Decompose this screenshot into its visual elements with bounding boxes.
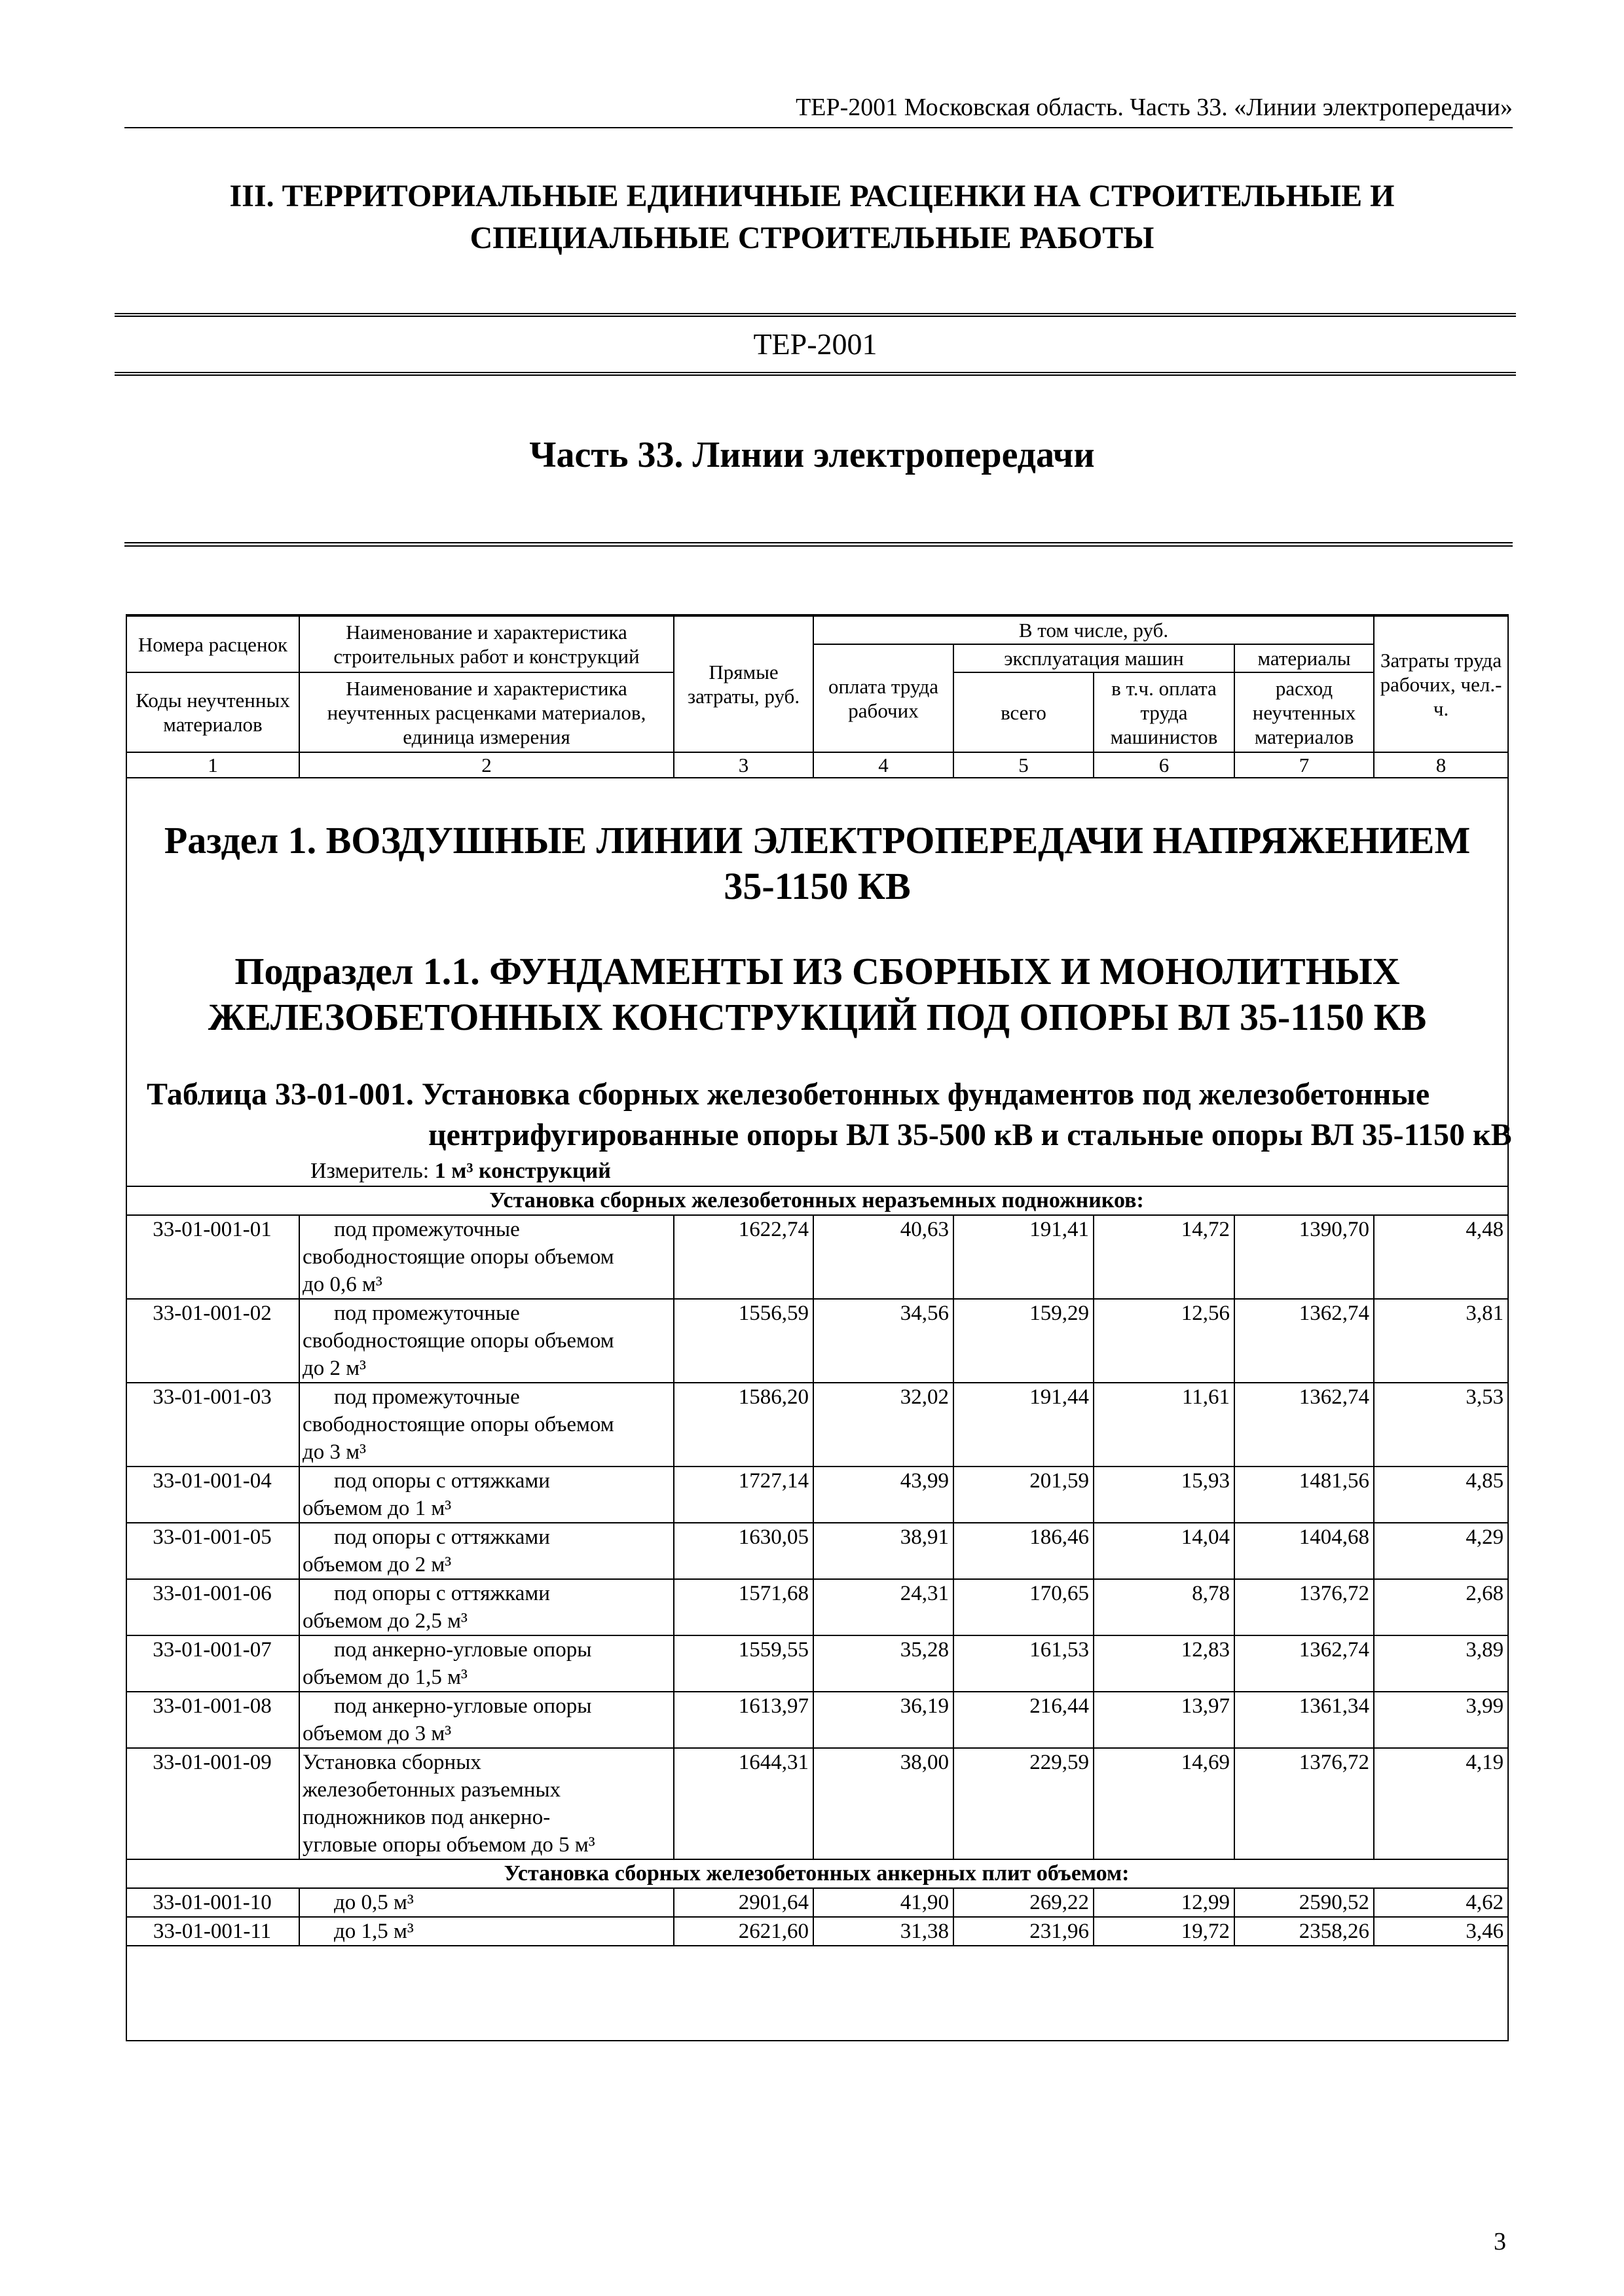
materials-value: 1362,74 (1234, 1635, 1374, 1692)
description-line: под опоры с оттяжками (334, 1582, 550, 1605)
machines-total-value: 186,46 (953, 1523, 1094, 1579)
section-title-line-2: 35-1150 КВ (724, 865, 911, 907)
work-description (299, 1888, 674, 1917)
description-line: объемом до 1 м³ (303, 1497, 452, 1520)
description-line: свободностоящие опоры объемом (303, 1413, 614, 1436)
header-materials-unaccounted: расход неучтенных материалов (1234, 672, 1374, 752)
rate-code: 33-01-001-03 (127, 1383, 299, 1467)
description-line: свободностоящие опоры объемом (303, 1329, 614, 1353)
description-line: до 1,5 м³ (334, 1920, 414, 1943)
table-row (127, 1467, 1507, 1523)
column-number: 5 (953, 752, 1094, 778)
header-machine-operation: эксплуатация машин (953, 644, 1234, 672)
table-row (127, 1748, 1507, 1859)
header-machines-total: всего (953, 672, 1094, 752)
rate-code: 33-01-001-11 (127, 1917, 299, 1946)
materials-value: 2590,52 (1234, 1888, 1374, 1917)
work-description (299, 1383, 674, 1467)
header-rate-numbers: Номера расценок (127, 616, 299, 672)
labor-hours-value: 3,89 (1374, 1635, 1507, 1692)
column-number: 7 (1234, 752, 1374, 778)
measure-value: 1 м³ конструкций (434, 1159, 611, 1183)
header-including: В том числе, руб. (813, 616, 1374, 644)
table-row (127, 1215, 1507, 1299)
machines-total-value: 161,53 (953, 1635, 1094, 1692)
rate-code: 33-01-001-09 (127, 1748, 299, 1859)
machinists-pay-value: 11,61 (1094, 1383, 1234, 1467)
description-line: объемом до 3 м³ (303, 1722, 452, 1745)
column-number: 6 (1094, 752, 1234, 778)
document-heading-line-1: III. ТЕРРИТОРИАЛЬНЫЕ ЕДИНИЧНЫЕ РАСЦЕНКИ НА СТРОИТЕЛЬНЫЕ И (229, 179, 1395, 213)
column-number: 4 (813, 752, 953, 778)
document-heading-line-2: СПЕЦИАЛЬНЫЕ СТРОИТЕЛЬНЫЕ РАБОТЫ (470, 221, 1154, 255)
materials-value: 1390,70 (1234, 1215, 1374, 1299)
machinists-pay-value: 8,78 (1094, 1579, 1234, 1635)
description-line: объемом до 2,5 м³ (303, 1609, 468, 1633)
direct-cost-value: 2901,64 (674, 1888, 813, 1917)
direct-cost-value: 1559,55 (674, 1635, 813, 1692)
column-number: 3 (674, 752, 813, 778)
machinists-pay-value: 19,72 (1094, 1917, 1234, 1946)
work-description (299, 1635, 674, 1692)
materials-value: 1361,34 (1234, 1692, 1374, 1748)
table-row (127, 1917, 1507, 1946)
subsection-title-line-1: Подраздел 1.1. ФУНДАМЕНТЫ ИЗ СБОРНЫХ И МОНОЛИТНЫХ (234, 950, 1400, 993)
measure-label: Измеритель: (310, 1159, 430, 1183)
column-number: 8 (1374, 752, 1507, 778)
running-head: ТЕР-2001 Московская область. Часть 33. «Линии электропередачи» (124, 92, 1513, 128)
direct-cost-value: 2621,60 (674, 1917, 813, 1946)
description-line: под промежуточные (334, 1302, 520, 1325)
labor-hours-value: 4,48 (1374, 1215, 1507, 1299)
rates-table-header (127, 615, 1507, 778)
work-description (299, 1299, 674, 1383)
machinists-pay-value: 14,69 (1094, 1748, 1234, 1859)
labor-hours-value: 3,99 (1374, 1692, 1507, 1748)
labor-pay-value: 41,90 (813, 1888, 953, 1917)
page-number: 3 (1494, 2228, 1506, 2255)
labor-hours-value: 3,53 (1374, 1383, 1507, 1467)
rate-code: 33-01-001-07 (127, 1635, 299, 1692)
description-line: объемом до 2 м³ (303, 1553, 452, 1576)
materials-value: 1376,72 (1234, 1579, 1374, 1635)
header-labor-pay: оплата труда рабочих (813, 644, 953, 752)
rates-table-frame (126, 614, 1512, 2041)
labor-pay-value: 24,31 (813, 1579, 953, 1635)
rate-code: 33-01-001-06 (127, 1579, 299, 1635)
table-caption: Таблица 33-01-001. Установка сборных железобетонных фундаментов под железобетонные центрифугированные опоры ВЛ 35-500 кВ и стальные опоры ВЛ 35-1150 кВ (147, 1077, 1512, 1152)
direct-cost-value: 1630,05 (674, 1523, 813, 1579)
table-row (127, 1523, 1507, 1579)
subsection-title-line-2: ЖЕЛЕЗОБЕТОННЫХ КОНСТРУКЦИЙ ПОД ОПОРЫ ВЛ 35-1150 КВ (208, 996, 1427, 1038)
description-line: под промежуточные (334, 1385, 520, 1409)
ter-band: ТЕР-2001 (115, 313, 1516, 376)
rate-code: 33-01-001-05 (127, 1523, 299, 1579)
machines-total-value: 231,96 (953, 1917, 1094, 1946)
labor-hours-value: 4,29 (1374, 1523, 1507, 1579)
machinists-pay-value: 12,83 (1094, 1635, 1234, 1692)
section-title (140, 818, 1494, 909)
labor-hours-value: 3,81 (1374, 1299, 1507, 1383)
labor-hours-value: 3,46 (1374, 1917, 1507, 1946)
labor-pay-value: 35,28 (813, 1635, 953, 1692)
direct-cost-value: 1727,14 (674, 1467, 813, 1523)
labor-pay-value: 43,99 (813, 1467, 953, 1523)
work-description (299, 1917, 674, 1946)
direct-cost-value: 1622,74 (674, 1215, 813, 1299)
description-line: до 2 м³ (303, 1357, 367, 1380)
group-header-row (127, 1859, 1507, 1888)
machines-total-value: 191,41 (953, 1215, 1094, 1299)
description-line: до 0,5 м³ (334, 1891, 414, 1914)
table-row (127, 1299, 1507, 1383)
document-heading (111, 175, 1513, 259)
machines-total-value: 229,59 (953, 1748, 1094, 1859)
labor-hours-value: 2,68 (1374, 1579, 1507, 1635)
description-line: свободностоящие опоры объемом (303, 1245, 614, 1269)
direct-cost-value: 1571,68 (674, 1579, 813, 1635)
machinists-pay-value: 12,56 (1094, 1299, 1234, 1383)
column-number: 1 (127, 752, 299, 778)
labor-hours-value: 4,19 (1374, 1748, 1507, 1859)
rate-code: 33-01-001-08 (127, 1692, 299, 1748)
machinists-pay-value: 14,04 (1094, 1523, 1234, 1579)
table-row (127, 1383, 1507, 1467)
description-line: подножников под анкерно- (303, 1806, 551, 1829)
description-line: угловые опоры объемом до 5 м³ (303, 1833, 595, 1857)
work-description (299, 1579, 674, 1635)
materials-value: 1362,74 (1234, 1383, 1374, 1467)
materials-value: 1481,56 (1234, 1467, 1374, 1523)
labor-pay-value: 31,38 (813, 1917, 953, 1946)
table-row (127, 1579, 1507, 1635)
group-header-row (127, 1186, 1507, 1215)
machinists-pay-value: 15,93 (1094, 1467, 1234, 1523)
rate-code: 33-01-001-02 (127, 1299, 299, 1383)
work-description (299, 1467, 674, 1523)
labor-pay-value: 34,56 (813, 1299, 953, 1383)
header-material-name: Наименование и характеристика неучтенных расценками материалов, единица измерения (299, 672, 674, 752)
machinists-pay-value: 14,72 (1094, 1215, 1234, 1299)
labor-pay-value: 40,63 (813, 1215, 953, 1299)
description-line: под промежуточные (334, 1218, 520, 1241)
machines-total-value: 159,29 (953, 1299, 1094, 1383)
machines-total-value: 216,44 (953, 1692, 1094, 1748)
description-line: до 3 м³ (303, 1440, 367, 1464)
header-machinists-pay: в т.ч. оплата труда машинистов (1094, 672, 1234, 752)
rate-code: 33-01-001-01 (127, 1215, 299, 1299)
description-line: под анкерно-угловые опоры (334, 1638, 592, 1662)
part-divider (124, 542, 1513, 547)
labor-pay-value: 32,02 (813, 1383, 953, 1467)
header-material-codes: Коды неучтенных материалов (127, 672, 299, 752)
description-line: до 0,6 м³ (303, 1273, 382, 1296)
materials-value: 1362,74 (1234, 1299, 1374, 1383)
header-materials: материалы (1234, 644, 1374, 672)
rate-code: 33-01-001-04 (127, 1467, 299, 1523)
table-row (127, 1888, 1507, 1917)
materials-value: 2358,26 (1234, 1917, 1374, 1946)
group-title: Установка сборных железобетонных неразъемных подножников: (127, 1186, 1507, 1215)
materials-value: 1404,68 (1234, 1523, 1374, 1579)
part-title: Часть 33. Линии электропередачи (529, 435, 1095, 475)
header-labor-costs: Затраты труда рабочих, чел.-ч. (1374, 616, 1507, 752)
work-description (299, 1692, 674, 1748)
machinists-pay-value: 13,97 (1094, 1692, 1234, 1748)
materials-value: 1376,72 (1234, 1748, 1374, 1859)
description-line: под опоры с оттяжками (334, 1525, 550, 1549)
rate-code: 33-01-001-10 (127, 1888, 299, 1917)
rates-table-body (127, 1186, 1507, 1946)
labor-pay-value: 38,00 (813, 1748, 953, 1859)
machines-total-value: 201,59 (953, 1467, 1094, 1523)
work-description (299, 1215, 674, 1299)
direct-cost-value: 1586,20 (674, 1383, 813, 1467)
machines-total-value: 269,22 (953, 1888, 1094, 1917)
labor-pay-value: 38,91 (813, 1523, 953, 1579)
description-line: под опоры с оттяжками (334, 1469, 550, 1493)
labor-pay-value: 36,19 (813, 1692, 953, 1748)
table-row (127, 1692, 1507, 1748)
description-line: железобетонных разъемных (303, 1778, 561, 1802)
column-number: 2 (299, 752, 674, 778)
section-title-line-1: Раздел 1. ВОЗДУШНЫЕ ЛИНИИ ЭЛЕКТРОПЕРЕДАЧИ НАПРЯЖЕНИЕМ (164, 819, 1471, 862)
work-description (299, 1523, 674, 1579)
machinists-pay-value: 12,99 (1094, 1888, 1234, 1917)
description-line: объемом до 1,5 м³ (303, 1666, 468, 1689)
machines-total-value: 170,65 (953, 1579, 1094, 1635)
labor-hours-value: 4,85 (1374, 1467, 1507, 1523)
measure-unit (310, 1157, 1507, 1186)
machines-total-value: 191,44 (953, 1383, 1094, 1467)
header-work-name: Наименование и характеристика строительных работ и конструкций (299, 616, 674, 672)
direct-cost-value: 1556,59 (674, 1299, 813, 1383)
subsection-title (140, 949, 1494, 1040)
description-line: под анкерно-угловые опоры (334, 1694, 592, 1718)
direct-cost-value: 1644,31 (674, 1748, 813, 1859)
group-title: Установка сборных железобетонных анкерных плит объемом: (127, 1859, 1507, 1888)
table-row (127, 1635, 1507, 1692)
description-line: Установка сборных (303, 1751, 481, 1774)
labor-hours-value: 4,62 (1374, 1888, 1507, 1917)
header-direct-costs: Прямые затраты, руб. (674, 616, 813, 752)
direct-cost-value: 1613,97 (674, 1692, 813, 1748)
work-description (299, 1748, 674, 1859)
